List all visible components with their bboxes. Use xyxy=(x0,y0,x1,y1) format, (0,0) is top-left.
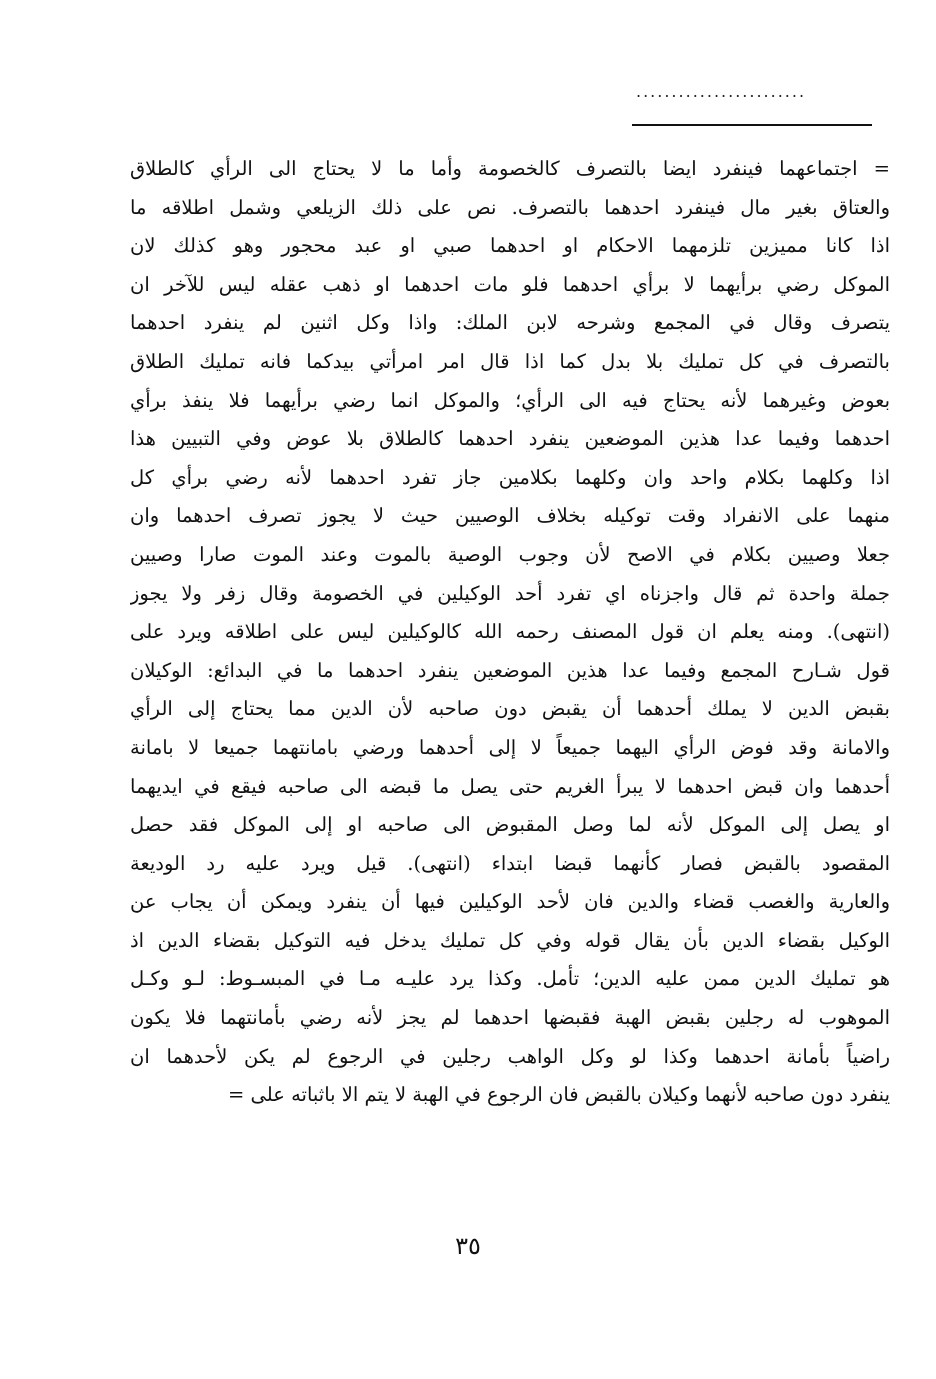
text-line: أحدهما وان قبض احدهما لا يبرأ الغريم حتى يصل ما قبضه الى صاحبه فيقع في ايديهما xyxy=(130,774,890,798)
text-line: والعتاق بغير مال فينفرد احدهما بالتصرف. نص على ذلك الزيلعي وشمل اطلاقه ما xyxy=(130,195,890,219)
text-line: او يصل إلى الموكل لأنه لما وصل المقبوض الى صاحبه او إلى الموكل فقد حصل xyxy=(130,813,890,837)
text-line: هو تمليك الدين ممن عليه الدين؛ تأمل. وكذا يرد عليـه مـا في المبسـوط: لـو وكـل xyxy=(130,967,890,991)
text-line: الوكيل بقضاء الدين بأن يقال قوله وفي كل تمليك يدخل فيه التوكيل بقضاء الدين اذ xyxy=(130,928,890,952)
text-line: ينفرد دون صاحبه لأنهما وكيلان بالقبض فان الرجوع في الهبة لا يتم الا باثباته على = xyxy=(227,1083,890,1107)
text-line: راضياً بأمانة احدهما وكذا لو وكل الواهب رجلين في الرجوع لم يكن لأحدهما ان xyxy=(130,1044,890,1068)
text-line: = اجتماعهما فينفرد ايضا بالتصرف كالخصومة وأما ما لا يحتاج الى الرأي كالطلاق xyxy=(130,157,890,180)
footnote-body xyxy=(130,150,890,1115)
header-rule xyxy=(632,124,872,126)
text-line: بعوض وغيرهما لأنه يحتاج فيه الى الرأي؛ والموكل انما رضي برأيهما فلا ينفذ برأي xyxy=(130,388,890,412)
text-line: جعلا وصيين بكلام في الاصح لأن وجوب الوصية بالموت وعند الموت صارا وصيين xyxy=(130,542,890,566)
text-line: والامانة وقد فوض الرأي اليهما جميعاً لا إلى أحدهما ورضي بامانتهما جميعا لا بامانة xyxy=(130,735,890,759)
text-line: بقبض الدين لا يملك أحدهما أن يقبض دون صاحبه لأن الدين مما يحتاج إلى الرأي xyxy=(130,697,890,721)
header-dotted-leader: ........................ xyxy=(636,82,807,101)
text-line: يتصرف وقال في المجمع وشرحه لابن الملك: واذا وكل اثنين لم ينفرد احدهما xyxy=(130,311,890,335)
text-line: اذا وكلهما بكلام واحد وان وكلهما بكلامين جاز تفرد احدهما لأنه رضي برأي كل xyxy=(130,465,890,489)
page-number: ٣٥ xyxy=(455,1232,481,1260)
text-line: والعارية والغصب قضاء والدين فان لأحد الوكيلين فيها أن ينفرد ويمكن أن يجاب عن xyxy=(130,890,890,914)
text-line: منهما على الانفراد وقت توكيله بخلاف الوصيين حيث لا يجوز تصرف احدهما وان xyxy=(130,504,890,528)
text-line: الموهوب له رجلين بقبض الهبة فقبضها احدهما لم يجز لأنه رضي بأمانتهما فلا يكون xyxy=(130,1006,890,1030)
text-line: الموكل رضي برأيهما لا برأي احدهما فلو مات احدهما او ذهب عقله ليس للآخر ان xyxy=(130,272,890,296)
text-line: قول شـارح المجمع وفيما عدا هذين الموضعين ينفرد احدهما ما في البدائع: الوكيلان xyxy=(130,658,890,682)
text-line: احدهما وفيما عدا هذين الموضعين ينفرد احدهما كالطلاق بلا عوض وفي التبيين هذا xyxy=(130,427,890,451)
text-line: (انتهى). ومنه يعلم ان قول المصنف رحمه الله كالوكيلين ليس على اطلاقه ويرد على xyxy=(130,620,890,644)
text-line: جملة واحدة ثم قال واجزناه اي تفرد أحد الوكيلين في الخصومة وقال زفر ولا يجوز xyxy=(130,581,890,605)
text-line: اذا كانا مميزين تلزمهما الاحكام او احدهما صبي او عبد محجور وهو كذلك لان xyxy=(130,234,890,258)
text-line: بالتصرف في كل تمليك بلا بدل كما اذا قال امر امرأتي بيدكما فانه تمليك الطلاق xyxy=(130,349,890,373)
text-line: المقصود بالقبض فصار كأنهما قبضا ابتداء (انتهى). قيل ويرد عليه رد الوديعة xyxy=(130,851,890,875)
